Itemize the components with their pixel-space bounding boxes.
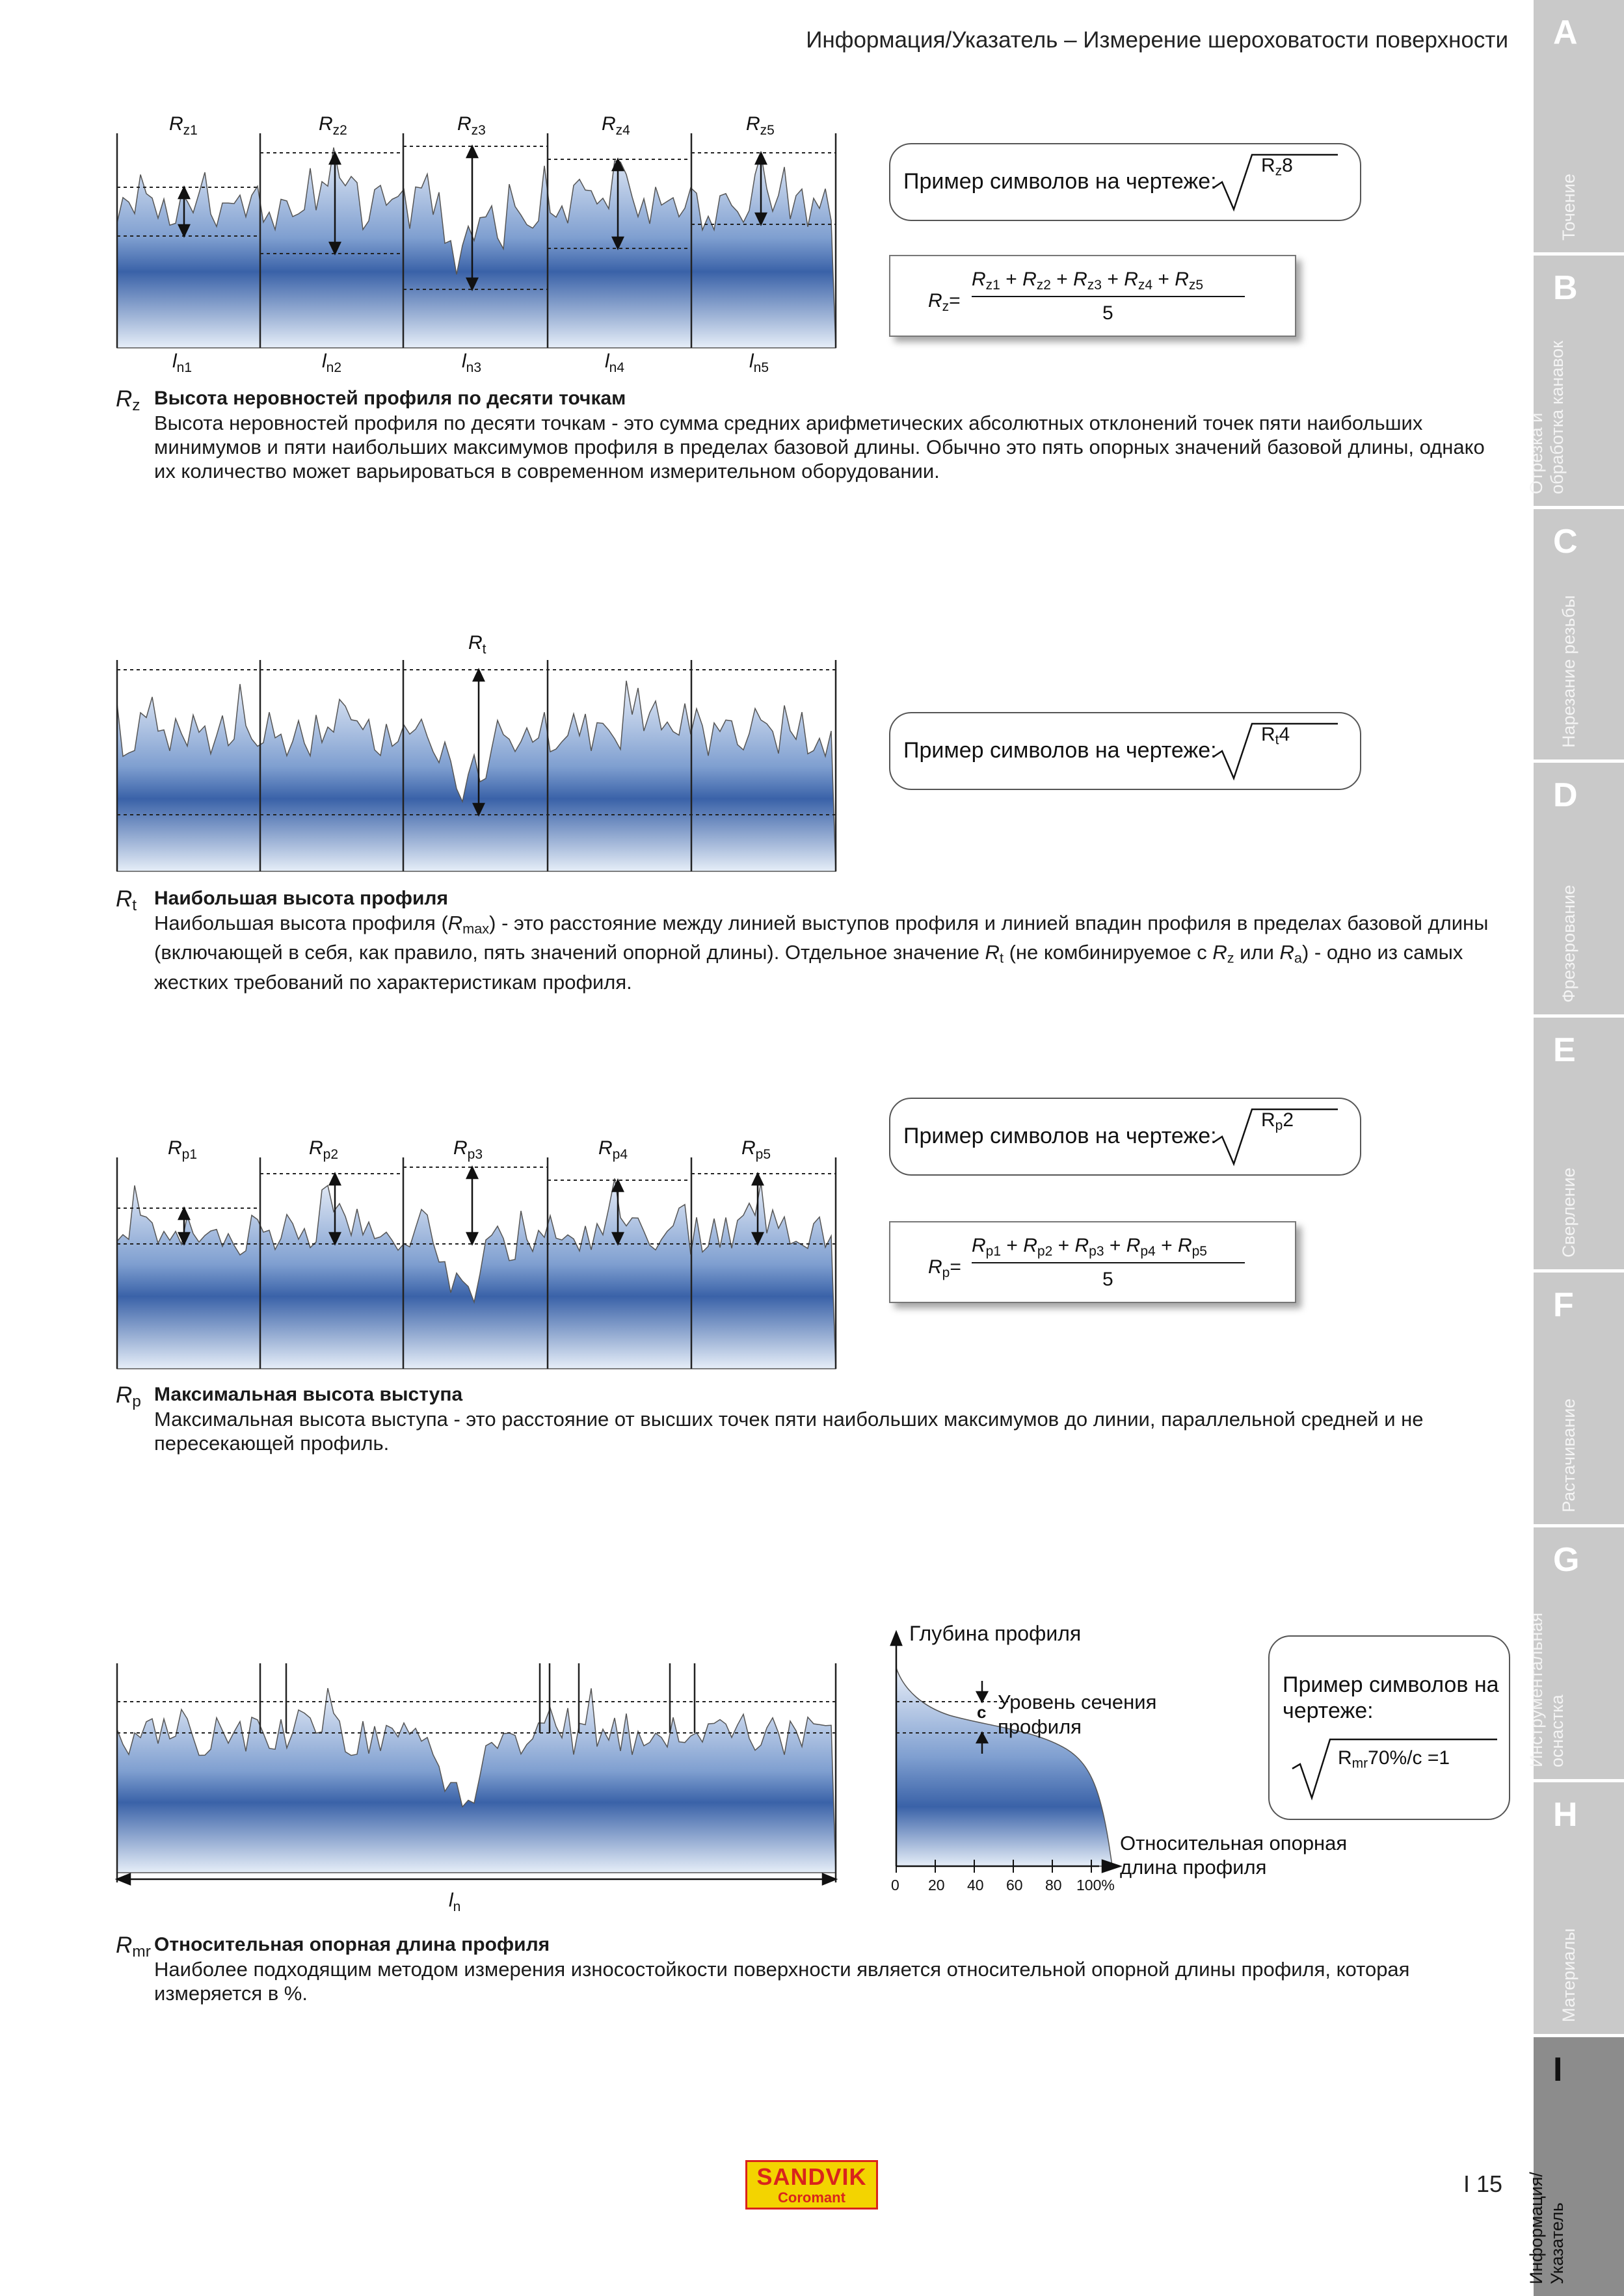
- tick-label: 20: [928, 1877, 945, 1894]
- rt-symbol-box: [889, 712, 1361, 790]
- tab-letter: E: [1553, 1031, 1576, 1069]
- segment-bottom-labels: [172, 350, 769, 375]
- rmr-symbol-box: [1268, 1635, 1510, 1820]
- label-ln2: $l_{n2}$: [322, 350, 342, 375]
- formula-denominator: 5: [1102, 1269, 1113, 1290]
- length-arrow: [117, 1874, 836, 1884]
- symbol-value: $R_z8$: [1261, 155, 1293, 179]
- symbol-prefix: Пример символов на: [1283, 1672, 1499, 1697]
- rp-desc-body: Максимальная высота выступа - это расстояние от высших точек пяти наибольших максимумов до линии, параллельной средней и не пересекающей профиль.: [154, 1408, 1424, 1455]
- rz-desc-symbol: $R_z$: [116, 386, 140, 415]
- tab-c[interactable]: [1534, 509, 1624, 759]
- tab-b[interactable]: [1526, 256, 1624, 506]
- tick-label: 40: [967, 1877, 984, 1894]
- profile-surface: [117, 681, 836, 871]
- label-rp5: $R_{p5}$: [741, 1137, 771, 1162]
- tab-label: Информация/ Указатель: [1526, 2172, 1567, 2284]
- tab-i[interactable]: [1526, 2037, 1624, 2296]
- label-rt: $R_t$: [468, 632, 486, 657]
- rmr-desc-symbol: $R_{mr}$: [116, 1933, 151, 1961]
- tick-label: 0: [891, 1877, 899, 1894]
- tab-label: Отрезка и обработка канавок: [1526, 341, 1567, 494]
- label-rp2: $R_{p2}$: [309, 1137, 339, 1162]
- tab-e[interactable]: [1534, 1018, 1624, 1269]
- formula-numerator: $R_{z1}$ + $R_{z2}$ + $R_{z3}$ + $R_{z4}$ + $R_{z5}$: [972, 269, 1204, 293]
- page-number: I 15: [1463, 2171, 1503, 2197]
- label-rp1: $R_{p1}$: [168, 1137, 198, 1162]
- rz-formula-box: [889, 255, 1296, 337]
- rz-desc-body: Высота неровностей профиля по десяти точкам - это сумма средних арифметических абсолютных отклонений точек пяти наибольших минимумов и пяти наибольших максимумов профиля в пределах базовой длины. Обычно это пять опорных значений базовой длины, однако их количество может варьироваться в современном измерительном оборудовании.: [154, 412, 1485, 482]
- symbol-prefix-2: чертеже:: [1283, 1698, 1374, 1723]
- profile-surface: [117, 148, 836, 348]
- rmr-desc-body: Наиболее подходящим методом измерения износостойкости поверхности является относительной опорной длины профиля, которая измеряется в %.: [154, 1958, 1410, 2005]
- rt-desc-body: Наибольшая высота профиля $(R_{max})$ - это расстояние между линией выступов профиля и линией впадин профиля в пределах базовой длины (включающей в себя, как правило, пять значений опорной длины). Отдельное значение $R_t$ (не комбинируемое с $R_z$ или $R_a$) - одно из самых жестких требований по характеристикам профиля.: [154, 912, 1489, 994]
- symbol-prefix: Пример символов на чертеже:: [903, 169, 1217, 194]
- rmr-profile-diagram: [98, 1652, 845, 1925]
- rmr-desc-title: Относительная опорная длина профиля: [154, 1934, 550, 1955]
- logo-line-2: Coromant: [778, 2189, 845, 2206]
- symbol-value: $R_p2$: [1261, 1109, 1294, 1133]
- tab-label: Нарезание резьбы: [1558, 595, 1578, 748]
- formula-denominator: 5: [1102, 302, 1113, 324]
- symbol-prefix: Пример символов на чертеже:: [903, 1124, 1217, 1148]
- rz-formula: [890, 256, 1294, 334]
- logo-line-1: SANDVIK: [756, 2163, 867, 2190]
- page-header-title: Информация/Указатель – Измерение шероховатости поверхности: [806, 27, 1508, 53]
- label-rz5: $R_{z5}$: [746, 113, 775, 138]
- section-level-label-2: профиля: [998, 1715, 1082, 1738]
- rp-profile-diagram: [98, 1128, 845, 1375]
- label-ln5: $l_{n5}$: [749, 350, 769, 375]
- c-label: c: [977, 1702, 987, 1722]
- tab-letter: I: [1553, 2051, 1563, 2089]
- profile-surface: [117, 1688, 836, 1873]
- tab-letter: D: [1553, 776, 1578, 814]
- rt-desc-title: Наибольшая высота профиля: [154, 888, 448, 909]
- label-ln1: $l_{n1}$: [172, 350, 193, 375]
- label-rp4: $R_{p4}$: [598, 1137, 628, 1162]
- tab-h[interactable]: [1534, 1782, 1624, 2034]
- tick-label: 100%: [1076, 1877, 1115, 1894]
- rp-desc-symbol: $R_p$: [116, 1382, 141, 1411]
- rp-desc-title: Максимальная высота выступа: [154, 1384, 463, 1405]
- tab-letter: H: [1553, 1796, 1578, 1834]
- sandvik-coromant-logo: [745, 2160, 878, 2210]
- tab-letter: F: [1553, 1286, 1574, 1324]
- y-axis-arrow: [891, 1632, 901, 1645]
- tab-a[interactable]: [1534, 0, 1624, 252]
- section-tabs: [1526, 0, 1624, 2296]
- label-ln3: $l_{n3}$: [462, 350, 482, 375]
- tab-letter: B: [1553, 269, 1578, 307]
- rz-desc-title: Высота неровностей профиля по десяти точкам: [154, 388, 626, 409]
- tab-f[interactable]: [1534, 1273, 1624, 1524]
- label-ln4: $l_{n4}$: [605, 350, 625, 375]
- tab-letter: C: [1553, 523, 1578, 561]
- symbol-prefix: Пример символов на чертеже:: [903, 738, 1217, 763]
- section-level-label: Уровень сечения: [998, 1691, 1157, 1713]
- tick-label: 80: [1045, 1877, 1062, 1894]
- x-tick-labels: [891, 1877, 1115, 1894]
- symbol-value: $R_{mr}70\%/c =1$: [1338, 1747, 1450, 1771]
- x-axis-label: Относительная опорная: [1120, 1832, 1348, 1854]
- x-axis-label-2: длина профиля: [1120, 1856, 1267, 1879]
- symbol-value: $R_t4$: [1261, 724, 1290, 748]
- rp-symbol-box: [889, 1098, 1361, 1176]
- tab-label: Фрезерование: [1558, 884, 1578, 1003]
- tab-g[interactable]: [1526, 1527, 1624, 1779]
- tab-letter: A: [1553, 14, 1578, 51]
- tick-label: 60: [1006, 1877, 1023, 1894]
- tab-label: Точение: [1558, 174, 1578, 241]
- formula-lhs: $R_z=$: [928, 290, 961, 314]
- profile-surface: [117, 1178, 836, 1369]
- formula-numerator: $R_{p1}$ + $R_{p2}$ + $R_{p3}$ + $R_{p4}$ + $R_{p5}$: [972, 1235, 1207, 1259]
- segment-top-labels: [168, 1137, 771, 1162]
- tab-letter: G: [1553, 1541, 1580, 1579]
- tab-label: Сверление: [1558, 1167, 1578, 1258]
- rp-formula-box: [889, 1221, 1296, 1303]
- rz-symbol-box: [889, 143, 1361, 221]
- rz-profile-diagram: [98, 104, 845, 384]
- label-ln: $l_n$: [449, 1890, 461, 1914]
- formula-lhs: $R_p=$: [928, 1256, 961, 1280]
- label-rz4: $R_{z4}$: [602, 113, 630, 138]
- label-rz3: $R_{z3}$: [457, 113, 486, 138]
- tab-d[interactable]: [1534, 763, 1624, 1014]
- label-rz2: $R_{z2}$: [319, 113, 347, 138]
- tab-label: Инструментальная оснастка: [1526, 1612, 1567, 1767]
- tab-label: Растачивание: [1558, 1398, 1578, 1512]
- tab-label: Материалы: [1558, 1928, 1578, 2022]
- rp-formula: [890, 1222, 1294, 1300]
- label-rp3: $R_{p3}$: [453, 1137, 483, 1162]
- depth-axis-label: Глубина профиля: [909, 1622, 1082, 1645]
- rt-profile-diagram: [98, 624, 845, 878]
- rt-desc-symbol: $R_t$: [116, 886, 137, 915]
- label-rz1: $R_{z1}$: [169, 113, 198, 138]
